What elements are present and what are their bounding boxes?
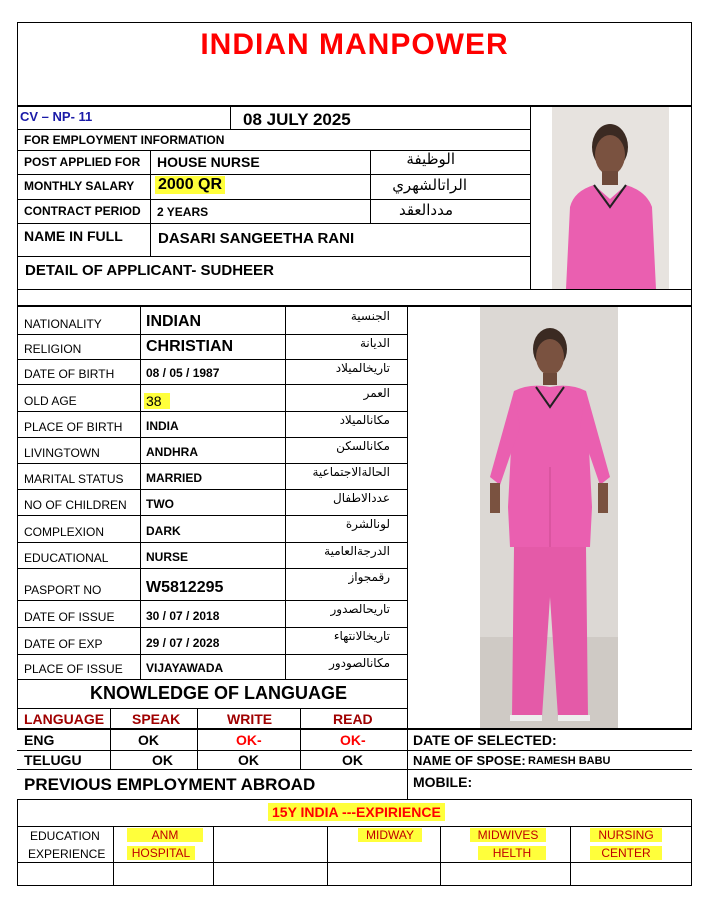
applicant-photo-small [552,107,669,289]
section-employment-info: FOR EMPLOYMENT INFORMATION [24,133,225,147]
personal-label: DATE OF BIRTH [24,367,115,381]
lang-header-speak: SPEAK [132,711,181,727]
previous-employment-heading: PREVIOUS EMPLOYMENT ABROAD [24,775,316,794]
lang-header-read: READ [333,711,373,727]
personal-arabic: الجنسية [350,309,390,323]
education-cell-midway: MIDWAY [358,828,422,842]
salary-label: MONTHLY SALARY [24,179,135,193]
education-cell-nursing: NURSING [590,828,662,842]
language-heading: KNOWLEDGE OF LANGUAGE [90,683,347,703]
personal-arabic: عددالاطفال [333,491,390,505]
personal-value: DARK [146,524,181,538]
experience-summary: 15Y INDIA ---EXPIRIENCE [268,803,445,821]
personal-label: NO OF CHILDREN [24,498,127,512]
lang-header-language: LANGUAGE [24,711,105,727]
personal-arabic: مكانالميلاد [339,413,390,427]
lang-header-write: WRITE [227,711,273,727]
personal-label: OLD AGE [24,394,77,408]
personal-label: EDUCATIONAL [24,551,109,565]
experience-cell-center: CENTER [590,846,662,860]
personal-value: INDIA [146,419,179,433]
lang-eng: ENG [24,732,55,748]
personal-arabic: رقمجواز [348,570,390,584]
lang-telugu-speak: OK [152,752,173,768]
post-applied-arabic: الوظيفة [406,150,455,168]
personal-arabic: الديانة [359,336,390,350]
mobile-label: MOBILE: [413,774,473,790]
contract-value: 2 YEARS [157,205,209,219]
personal-arabic: الحالةالاجتماعية [312,465,390,479]
post-applied-label: POST APPLIED FOR [24,155,141,169]
personal-value: 30 / 07 / 2018 [146,609,220,623]
lang-telugu: TELUGU [24,752,82,768]
personal-label: LIVINGTOWN [24,446,100,460]
education-cell-anm: ANM [127,828,203,842]
lang-eng-read: OK- [340,732,366,748]
post-applied-value: HOUSE NURSE [157,154,260,170]
experience-label: EXPERIENCE [28,847,106,861]
personal-value: ANDHRA [146,445,198,459]
personal-arabic: تاريخالميلاد [335,361,390,375]
personal-label: PASPORT NO [24,583,102,597]
personal-arabic: العمر [363,386,390,400]
spouse-value: RAMESH BABU [528,755,611,767]
personal-value: MARRIED [146,471,202,485]
personal-value: 38 [144,393,170,409]
personal-label: DATE OF EXP [24,637,103,651]
personal-value: VIJAYAWADA [146,661,224,675]
lang-telugu-write: OK [238,752,259,768]
name-label: NAME IN FULL [24,228,123,244]
applicant-photo-full [480,307,618,728]
spouse-label: NAME OF SPOSE: [413,753,526,768]
personal-arabic: مكانالصودور [329,656,390,670]
contract-label: CONTRACT PERIOD [24,204,141,218]
contract-arabic: مددالعقد [398,201,453,219]
personal-label: MARITAL STATUS [24,472,124,486]
experience-cell-hospital: HOSPITAL [127,846,195,860]
personal-value: NURSE [146,550,189,564]
personal-value: W5812295 [146,579,224,596]
detail-of-applicant: DETAIL OF APPLICANT- SUDHEER [25,262,274,279]
personal-label: RELIGION [24,342,82,356]
personal-arabic: مكانالسكن [336,439,390,453]
personal-arabic: تاريحالصدور [330,602,390,616]
lang-eng-speak: OK [138,732,159,748]
personal-value: INDIAN [146,313,202,330]
personal-arabic: الدرجةالعامية [324,544,390,558]
education-label: EDUCATION [30,829,100,843]
personal-value: 08 / 05 / 1987 [146,366,220,380]
cv-number: CV – NP- 11 [20,109,93,124]
personal-label: NATIONALITY [24,317,102,331]
personal-label: PLACE OF BIRTH [24,420,123,434]
page-title: INDIAN MANPOWER [200,28,509,61]
personal-label: COMPLEXION [24,525,105,539]
date-of-selected: DATE OF SELECTED: [413,732,557,748]
personal-label: DATE OF ISSUE [24,610,115,624]
cv-date: 08 JULY 2025 [243,110,351,129]
personal-arabic: لونالشرة [345,517,390,531]
personal-label: PLACE OF ISSUE [24,662,123,676]
lang-telugu-read: OK [342,752,363,768]
name-value: DASARI SANGEETHA RANI [158,230,355,247]
personal-value: TWO [146,497,174,511]
personal-value: CHRISTIAN [146,338,234,355]
personal-arabic: تاريخالانتهاء [333,629,390,643]
lang-eng-write: OK- [236,732,262,748]
education-cell-midwives: MIDWIVES [470,828,546,842]
salary-value: 2000 QR [155,176,225,194]
experience-cell-helth: HELTH [478,846,546,860]
personal-value: 29 / 07 / 2028 [146,636,220,650]
salary-arabic: الراتالشهري [392,176,467,194]
